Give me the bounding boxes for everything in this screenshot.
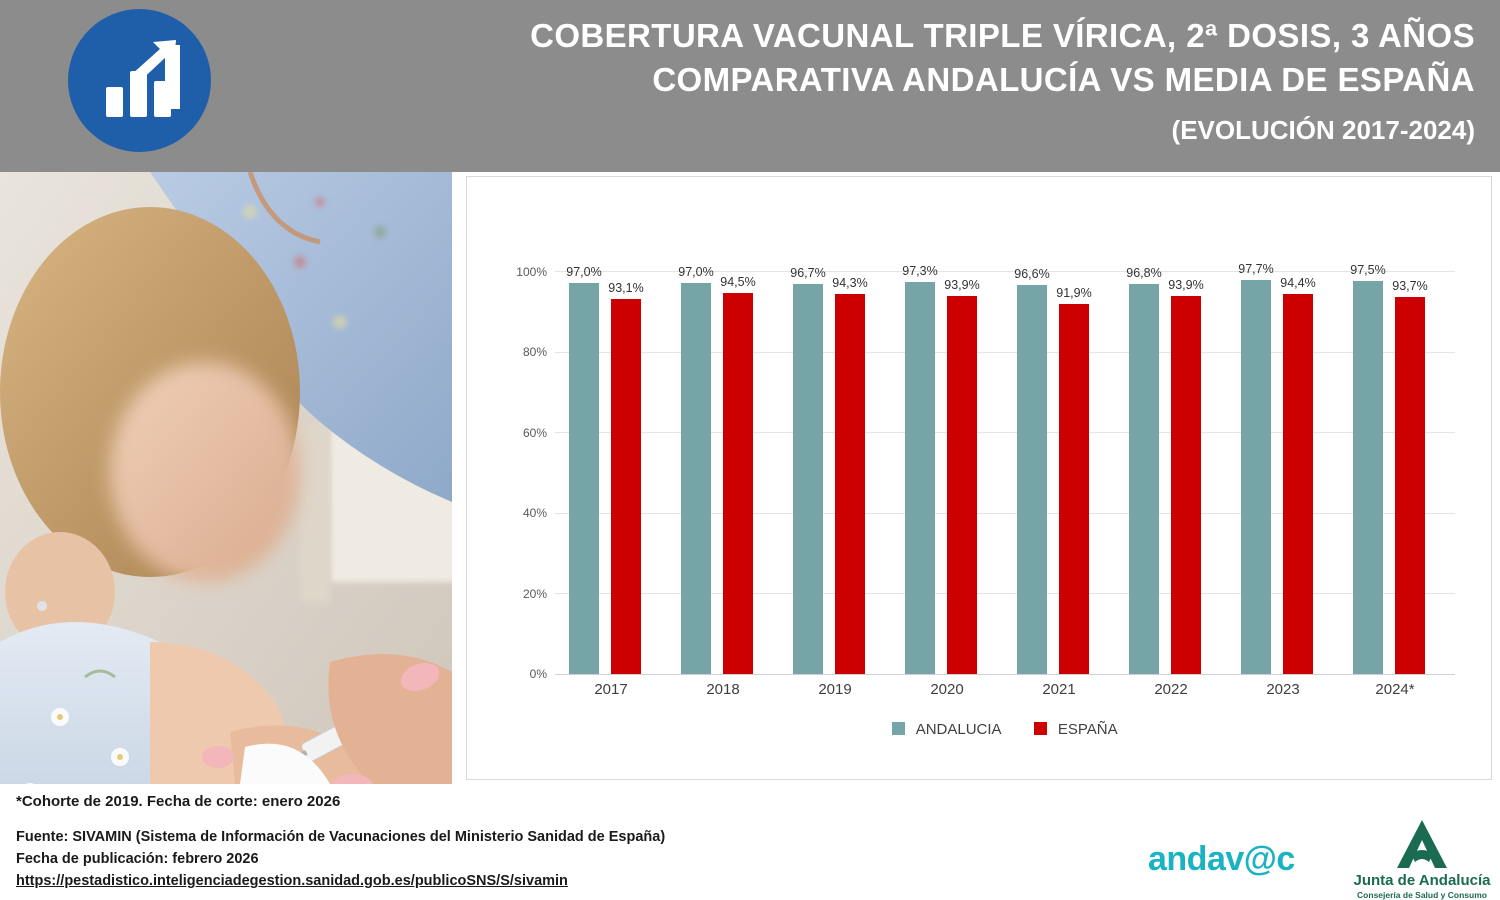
bar-espana-2018[interactable] (723, 293, 753, 674)
legend-swatch-espana (1034, 722, 1047, 735)
andavac-chart-logo (68, 9, 211, 152)
bar-label-espana-2019: 94,3% (832, 276, 868, 290)
chart-plot-area (507, 211, 1472, 771)
bar-label-andalucia-2020: 97,3% (902, 264, 938, 278)
bar-espana-2017[interactable] (611, 299, 641, 674)
bar-label-andalucia-2022: 96,8% (1126, 266, 1162, 280)
y-tick-40: 40% (522, 506, 547, 520)
junta-title: Junta de Andalucía (1353, 872, 1491, 889)
bar-label-espana-2023: 94,4% (1280, 276, 1316, 290)
bar-espana-2021[interactable] (1059, 304, 1089, 674)
y-tick-60: 60% (522, 426, 547, 440)
bar-group-2019 (779, 266, 891, 674)
x-label-2024: 2024* (1375, 681, 1415, 698)
bar-andalucia-2018[interactable] (681, 283, 711, 674)
bar-label-espana-2020: 93,9% (944, 278, 980, 292)
bar-espana-2019[interactable] (835, 294, 865, 674)
page-header (0, 0, 1500, 172)
footnote: *Cohorte de 2019. Fecha de corte: enero 2026 (16, 793, 341, 810)
bar-label-espana-2017: 93,1% (608, 281, 644, 295)
x-label-2021: 2021 (1042, 681, 1076, 698)
source-block (16, 826, 665, 892)
x-label-2023: 2023 (1266, 681, 1300, 698)
bar-group-2023 (1227, 262, 1339, 674)
bar-label-andalucia-2021: 96,6% (1014, 267, 1050, 281)
legend-item-andalucia[interactable] (892, 721, 1001, 738)
y-tick-20: 20% (522, 587, 547, 601)
bar-groups (555, 262, 1455, 674)
bar-group-2022 (1115, 266, 1227, 674)
bar-group-2017 (555, 265, 667, 674)
header-title-block (230, 14, 1475, 150)
bar-label-espana-2021: 91,9% (1056, 286, 1092, 300)
vaccination-photo (0, 172, 452, 784)
legend-label-andalucia: ANDALUCIA (915, 721, 1002, 738)
x-label-2019: 2019 (818, 681, 852, 698)
page-subtitle: (EVOLUCIÓN 2017-2024) (1171, 115, 1475, 145)
legend-label-espana: ESPAÑA (1057, 721, 1118, 738)
andavac-wordmark: andav@c (1148, 840, 1295, 878)
bar-andalucia-2021[interactable] (1017, 285, 1047, 674)
page-title-line1: COBERTURA VACUNAL TRIPLE VÍRICA, 2ª DOSIS, 3 AÑOS (530, 17, 1475, 54)
bar-espana-2020[interactable] (947, 296, 977, 674)
x-label-2020: 2020 (930, 681, 964, 698)
bar-group-2018 (667, 265, 779, 674)
bar-espana-2022[interactable] (1171, 296, 1201, 674)
bar-andalucia-2020[interactable] (905, 282, 935, 674)
x-label-2017: 2017 (594, 681, 628, 698)
x-axis-labels (555, 681, 1455, 705)
x-label-2018: 2018 (706, 681, 740, 698)
x-label-2022: 2022 (1154, 681, 1188, 698)
bar-andalucia-2024[interactable] (1353, 281, 1383, 674)
legend-swatch-andalucia (892, 722, 905, 735)
bar-label-andalucia-2019: 96,7% (790, 266, 826, 280)
chart-panel (466, 176, 1492, 780)
junta-a-icon (1387, 818, 1457, 870)
bar-label-andalucia-2018: 97,0% (678, 265, 714, 279)
bar-andalucia-2022[interactable] (1129, 284, 1159, 674)
bar-label-andalucia-2024: 97,5% (1350, 263, 1386, 277)
source-text: Fuente: SIVAMIN (Sistema de Información de Vacunaciones del Ministerio Sanidad de España) (16, 829, 666, 845)
bar-espana-2024[interactable] (1395, 297, 1425, 674)
bar-label-andalucia-2023: 97,7% (1238, 262, 1274, 276)
y-tick-0: 0% (529, 667, 547, 681)
y-tick-80: 80% (522, 345, 547, 359)
junta-de-andalucia-logo (1352, 818, 1492, 900)
bar-andalucia-2019[interactable] (793, 284, 823, 674)
bar-chart-growth-icon (68, 9, 211, 152)
legend-item-espana[interactable] (1034, 721, 1118, 738)
bar-andalucia-2017[interactable] (569, 283, 599, 674)
bar-label-espana-2018: 94,5% (720, 275, 756, 289)
junta-subtitle: Consejería de Salud y Consumo (1357, 890, 1487, 900)
chart-legend (555, 721, 1455, 738)
page-title-line2: COMPARATIVA ANDALUCÍA VS MEDIA DE ESPAÑA (652, 61, 1475, 98)
gridline-0 (555, 674, 1455, 675)
bar-group-2024 (1339, 263, 1451, 674)
bar-group-2020 (891, 264, 1003, 674)
bar-andalucia-2023[interactable] (1241, 280, 1271, 674)
photo-illustration (0, 172, 452, 784)
publication-date: Fecha de publicación: febrero 2026 (16, 851, 259, 867)
source-url-link[interactable]: https://pestadistico.inteligenciadegestion.sanidad.gob.es/publicoSNS/S/sivamin (16, 873, 568, 889)
bar-group-2021 (1003, 267, 1115, 674)
bar-label-espana-2024: 93,7% (1392, 279, 1428, 293)
y-tick-100: 100% (516, 265, 547, 279)
bar-label-andalucia-2017: 97,0% (566, 265, 602, 279)
bar-espana-2023[interactable] (1283, 294, 1313, 674)
bar-label-espana-2022: 93,9% (1168, 278, 1204, 292)
